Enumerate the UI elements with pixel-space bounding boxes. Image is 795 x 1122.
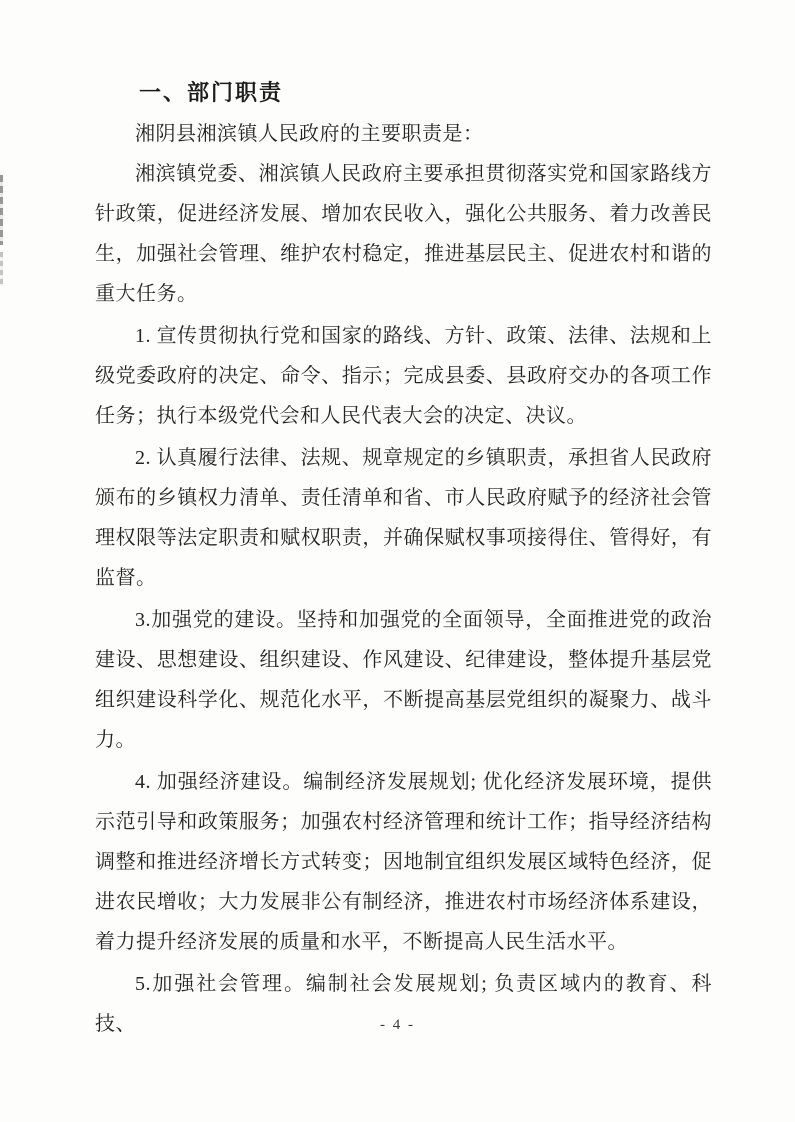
page-number: - 4 - [380, 1017, 415, 1033]
duty-paragraph-5: 5.加强社会管理。编制社会发展规划; 负责区域内的教育、科技、 [95, 973, 712, 1035]
duty-paragraph-1: 1. 宣传贯彻执行党和国家的路线、方针、政策、法律、法规和上级党委政府的决定、命令、指示；完成县委、县政府交办的各项工作任务；执行本级党代会和人民代表大会的决定、决议。 [95, 325, 712, 427]
document-body [95, 72, 712, 1044]
intro-paragraph: 湘阴县湘滨镇人民政府的主要职责是： [135, 123, 484, 145]
page-footer [0, 1014, 795, 1036]
scan-artifact [0, 175, 3, 245]
section-heading: 一、部门职责 [139, 80, 284, 105]
scan-artifact [0, 252, 3, 286]
duty-paragraph-2: 2. 认真履行法律、法规、规章规定的乡镇职责，承担省人民政府颁布的乡镇权力清单、责任清单和省、市人民政府赋予的经济社会管理权限等法定职责和赋权职责，并确保赋权事项接得住、管得好，有监督。 [95, 447, 712, 589]
duty-paragraph-3: 3.加强党的建设。坚持和加强党的全面领导，全面推进党的政治建设、思想建设、组织建设、作风建设、纪律建设，整体提升基层党组织建设科学化、规范化水平，不断提高基层党组织的凝聚力、战斗力。 [95, 609, 712, 751]
overview-paragraph: 湘滨镇党委、湘滨镇人民政府主要承担贯彻落实党和国家路线方针政策，促进经济发展、增加农民收入，强化公共服务、着力改善民生，加强社会管理、维护农村稳定，推进基层民主、促进农村和谐的重大任务。 [95, 163, 712, 305]
duty-paragraph-4: 4. 加强经济建设。编制经济发展规划; 优化经济发展环境，提供示范引导和政策服务；加强农村经济管理和统计工作；指导经济结构调整和推进经济增长方式转变；因地制宜组织发展区域特色经济，促进农民增收；大力发展非公有制经济，推进农村市场经济体系建设，着力提升经济发展的质量和水平，不断提高人民生活水平。 [95, 771, 712, 953]
